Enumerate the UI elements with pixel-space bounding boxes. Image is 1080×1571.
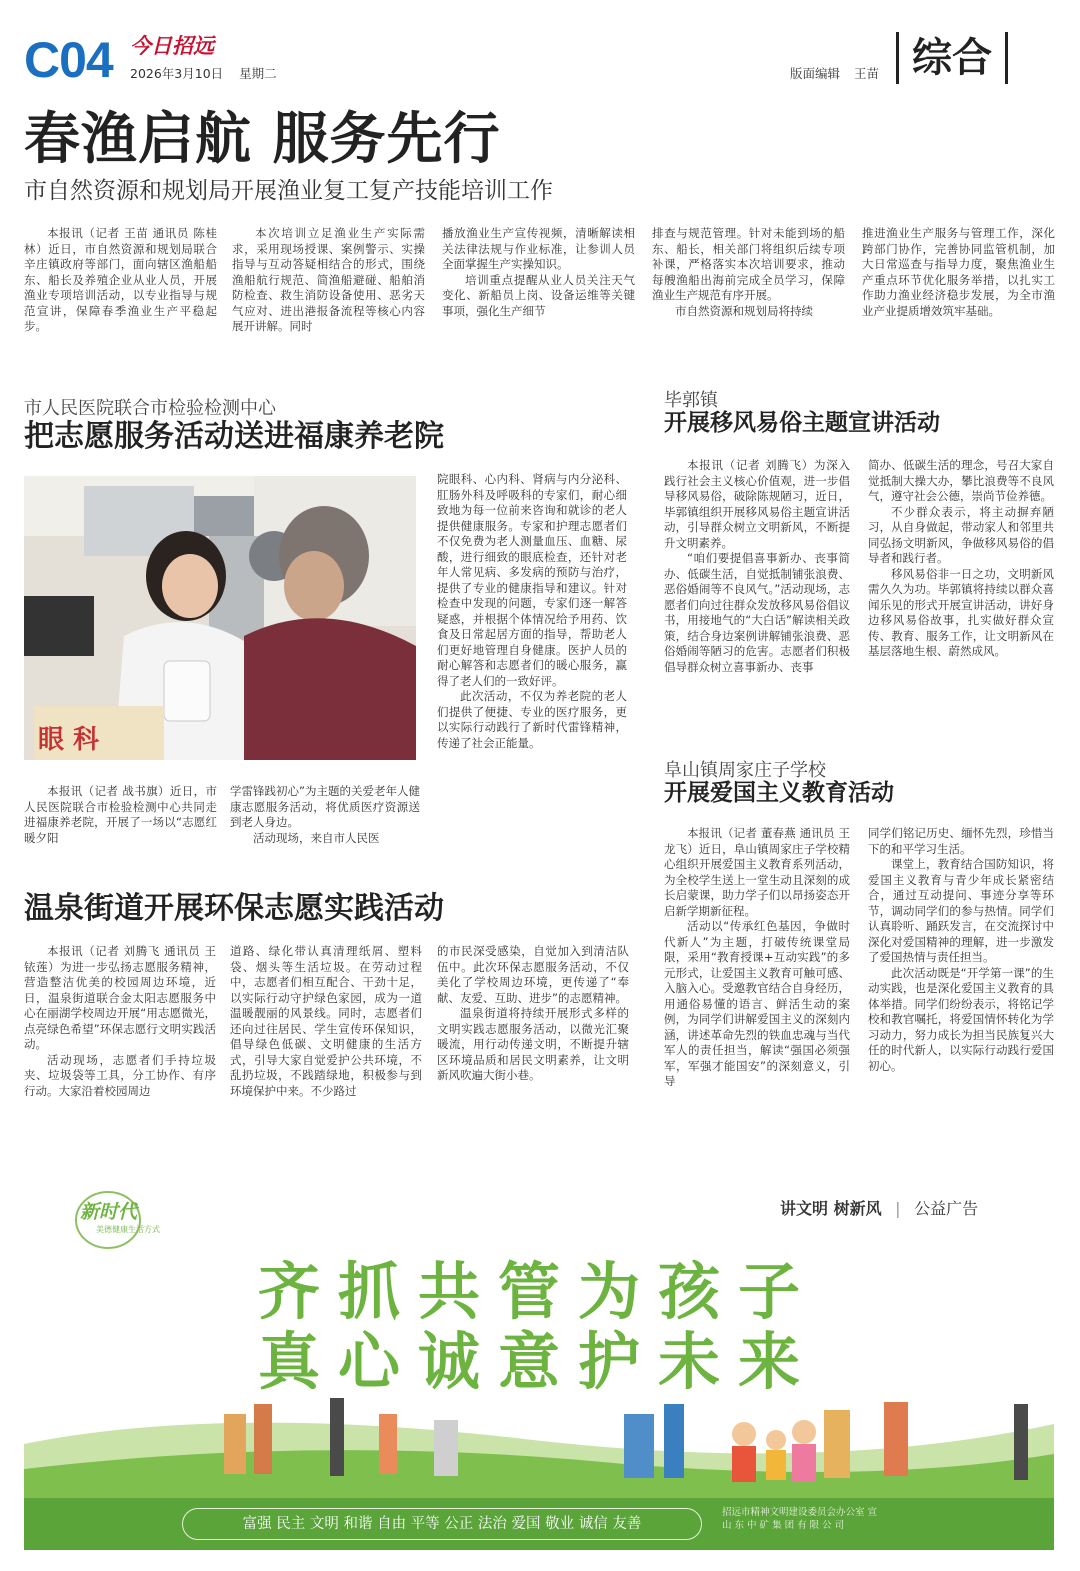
lead-paragraph: 播放渔业生产宣传视频，清晰解读相关法律法规与作业标准，让参训人员全面掌握生产实操知识。 [442,226,635,271]
hospital-column-3 [437,472,627,854]
city-illustration [24,1384,1054,1500]
bijia-paragraph: 本报讯（记者 刘腾飞）为深入践行社会主义核心价值观，进一步倡导移风易俗，破除陈规陋习，近日，毕郭镇组织开展移风易俗主题宣讲活动，引导群众树立文明新风，不断提升文明素养。 [664,458,850,550]
tagline-text: 讲文明 树新风 [780,1199,882,1218]
school-paragraph: 课堂上，教育结合国防知识，将爱国主义教育与青少年成长紧密结合，通过互动提问、事迹分享等环节，调动同学们的参与热情。同学们认真聆听、踊跃发言，在交流探讨中深化对爱国精神的理解，进一步激发了爱国热情与责任担当。 [868,857,1054,964]
slogan-line-2: 真心诚意护未来 [258,1325,819,1398]
lead-column-5 [862,226,1055,346]
wenquan-headline: 温泉街道开展环保志愿实践活动 [24,891,444,926]
wenquan-paragraph: 道路、绿化带认真清理纸屑、塑料袋、烟头等生活垃圾。在劳动过程中，志愿者们相互配合、干劲十足，以实际行动守护绿色家园，成为一道温暖靓丽的风景线。同时，志愿者们还向过往居民、学生宣传环保知识，倡导绿色低碳、文明健康的生活方式，引导大家自觉爱护公共环境，不乱扔垃圾，不践踏绿地，积极参与到环境保护中来。不少路过 [230,944,422,1098]
hospital-kicker: 市人民医院联合市检验检测中心 [24,398,276,419]
lead-column-3 [442,226,635,346]
bijia-kicker: 毕郭镇 [664,390,718,411]
paper-logo: 今日招远 [130,33,214,58]
hospital-column-2 [230,784,420,854]
lead-paragraph: 培训重点提醒从业人员关注天气变化、新船员上岗、设备运维等关键事项，强化生产细节 [442,272,635,318]
new-era-badge-icon [72,1188,192,1252]
wenquan-column-3 [437,944,629,1128]
hospital-paragraph: 院眼科、心内科、肾病与内分泌科、肛肠外科及呼吸科的专家们，耐心细致地为每一位前来咨询和就诊的老人提供健康服务。专家和护理志愿者们不仅免费为老人测量血压、血糖、尿酸，进行细致的眼底检查，还针对老年人常见病、多发病的预防与治疗，提供了专业的健康指导和建议。针对检查中发现的问题，专家们逐一解答疑惑，并根据个体情况给予用药、饮食及日常起居方面的指导，帮助老人们更好地管理自身健康。医护人员的耐心解答和志愿者们的暖心服务，赢得了老人们的一致好评。 [437,472,627,688]
dateline [130,64,289,82]
editor-credit [790,64,889,82]
hospital-headline: 把志愿服务活动送进福康养老院 [24,419,444,454]
school-paragraph: 同学们铭记历史、缅怀先烈，珍惜当下的和平学习生活。 [868,826,1054,856]
badge-subtitle: 美德健康生活方式 [96,1225,160,1234]
news-photo [24,476,416,760]
wenquan-column-2 [230,944,422,1128]
page-number: C04 [24,32,113,88]
school-headline: 开展爱国主义教育活动 [664,780,894,806]
bijia-column-1 [664,458,850,724]
wenquan-column-1 [24,944,216,1128]
slogan-line-1: 齐抓共管为孩子 [258,1255,819,1328]
lead-paragraph: 推进渔业生产服务与管理工作，深化跨部门协作，完善协同监管机制，加大日常巡查与指导力度，聚焦渔业生产重点环节优化服务举措，以扎实工作助力渔业经济稳步发展，为全市渔业产业提质增效筑牢基础。 [862,226,1055,318]
issue-date: 2026年3月10日 [130,66,224,81]
sponsor-line: 招远市精神文明建设委员会办公室 宣 [722,1507,878,1518]
ad-sponsors [722,1506,877,1532]
wenquan-paragraph: 本报讯（记者 刘腾飞 通讯员 王铱莲）为进一步弘扬志愿服务精神，营造整洁优美的校园周边环境，近日，温泉街道联合金太阳志愿服务中心在丽湖学校周边开展“用志愿微光，点亮绿色希望”环保志愿行文明实践活动。 [24,944,216,1051]
hospital-paragraph: 本报讯（记者 战书旗）近日，市人民医院联合市检验检测中心共同走进福康养老院，开展了一场以“志愿红暖夕阳 [24,784,217,845]
new-era-badge [72,1188,192,1252]
lead-paragraph: 排查与规范管理。针对未能到场的船东、船长，相关部门将组织后续专项补课，严格落实本次培训要求，推动每艘渔船出海前完成全员学习，保障渔业生产规范有序开展。 [652,226,845,302]
ad-type-label: 公益广告 [914,1199,979,1218]
lead-column-2 [232,226,425,346]
school-paragraph: 此次活动既是“开学第一课”的生动实践，也是深化爱国主义教育的具体举措。同学们纷纷表示，将铭记学校和教官嘱托，将爱国情怀转化为学习动力，努力成长为担当民族复兴大任的时代新人，以实际行动践行爱国初心。 [868,965,1054,1073]
lead-column-4 [652,226,845,346]
section-name: 综合 [896,32,1008,84]
wenquan-paragraph: 温泉街道将持续开展形式多样的文明实践志愿服务活动，以微光汇聚暖流，用行动传递文明，不断提升辖区环境品质和居民文明素养，让文明新风吹遍大街小巷。 [437,1006,629,1082]
hospital-paragraph: 活动现场，来自市人民医 [253,830,380,845]
lead-column-1 [24,226,217,346]
hospital-paragraph: 此次活动，不仅为养老院的老人们提供了便捷、专业的医疗服务，更以实际行动践行了新时代雷锋精神，传递了社会正能量。 [437,689,627,750]
lead-headline: 春渔启航 服务先行 [24,106,501,172]
hospital-column-1 [24,784,217,854]
clinic-sign-text: 眼 科 [38,725,100,755]
sponsor-line: 山 东 中 矿 集 团 有 限 公 司 [722,1520,845,1531]
issue-weekday: 星期二 [239,66,277,81]
editor-name: 王苗 [854,66,880,81]
bijia-column-2 [868,458,1054,724]
school-kicker: 阜山镇周家庄子学校 [664,760,826,781]
bijia-paragraph: 移风易俗非一日之功，文明新风需久久为功。毕郭镇将持续以群众喜闻乐见的形式开展宣讲活动，讲好身边移风易俗故事，扎实做好群众宣传、教育、服务工作，让文明新风在基层落地生根、蔚然成风。 [868,566,1054,658]
city-skyline-icon [24,1384,1054,1500]
editor-label: 版面编辑 [790,66,841,81]
lead-subheadline: 市自然资源和规划局开展渔业复工复产技能培训工作 [24,178,553,204]
eye-exam-photo [24,476,416,760]
wenquan-paragraph: 的市民深受感染，自觉加入到清洁队伍中。此次环保志愿服务活动，不仅美化了学校周边环境，更传递了“奉献、友爱、互助、进步”的志愿精神。 [437,944,629,1005]
bijia-paragraph: 不少群众表示，将主动摒弃陋习，从自身做起，带动家人和邻里共同弘扬文明新风，争做移风易俗的倡导者和践行者。 [868,504,1054,565]
hospital-paragraph: 学雷锋践初心”为主题的关爱老年人健康志愿服务活动，将优质医疗资源送到老人身边。 [230,784,420,829]
lead-paragraph: 本次培训立足渔业生产实际需求，采用现场授课、案例警示、实操指导与互动答疑相结合的形式，围绕渔船航行规范、简渔船避碰、船舶消防检查、救生消防设备使用、恶劣天气应对、进出港报备流程等核心内容展开讲解。同时 [232,226,425,333]
lead-paragraph: 本报讯（记者 王苗 通讯员 陈桂林）近日，市自然资源和规划局联合辛庄镇政府等部门，面向辖区渔船船东、船长及养殖企业从业人员，开展渔业专项培训活动，以专业指导与规范宣讲，保障春季渔业生产平稳起步。 [24,226,217,333]
lead-paragraph: 市自然资源和规划局将持续 [675,303,813,318]
wenquan-paragraph: 活动现场，志愿者们手持垃圾夹、垃圾袋等工具，分工协作、有序行动。大家沿着校园周边 [24,1052,216,1098]
school-column-1 [664,826,850,1126]
bijia-paragraph: “咱们要提倡喜事新办、丧事简办、低碳生活，自觉抵制铺张浪费、恶俗婚闹等不良风气。”活动现场，志愿者们向过往群众发放移风易俗倡议书，用接地气的“大白话”解读相关政策，结合身边案例讲解铺张浪费、恶俗婚闹等陋习的危害。志愿者们积极倡导群众树立喜事新办、丧事 [664,551,850,674]
ad-tagline: 讲文明 树新风 | 公益广告 [780,1199,979,1218]
bijia-headline: 开展移风易俗主题宣讲活动 [664,410,940,436]
school-paragraph: 本报讯（记者 董春燕 通讯员 王龙飞）近日，阜山镇周家庄子学校精心组织开展爱国主义教育系列活动，为全校学生送上一堂生动且深刻的成长启蒙课，助力学子们以昂扬姿态开启新学期新征程。 [664,826,850,918]
core-values-text: 富强 民主 文明 和谐 自由 平等 公正 法治 爱国 敬业 诚信 友善 [182,1508,702,1540]
badge-title: 新时代 [80,1201,138,1223]
bijia-paragraph: 简办、低碳生活的理念，号召大家自觉抵制大操大办，攀比浪费等不良风气，遵守社会公德，崇尚节俭养德。 [868,458,1054,503]
school-column-2 [868,826,1054,1126]
school-paragraph: 活动以“传承红色基因，争做时代新人”为主题，打破传统课堂局限，采用“教育授课+互动实践”的多元形式，让爱国主义教育可触可感、入脑入心。受邀教官结合自身经历，用通俗易懂的语言、鲜活生动的案例，为同学们讲解爱国主义的深刻内涵，讲述革命先烈的铁血忠魂与当代军人的责任担当，解读“强国必须强军，军强才能国安”的深刻意义，引导 [664,919,850,1088]
